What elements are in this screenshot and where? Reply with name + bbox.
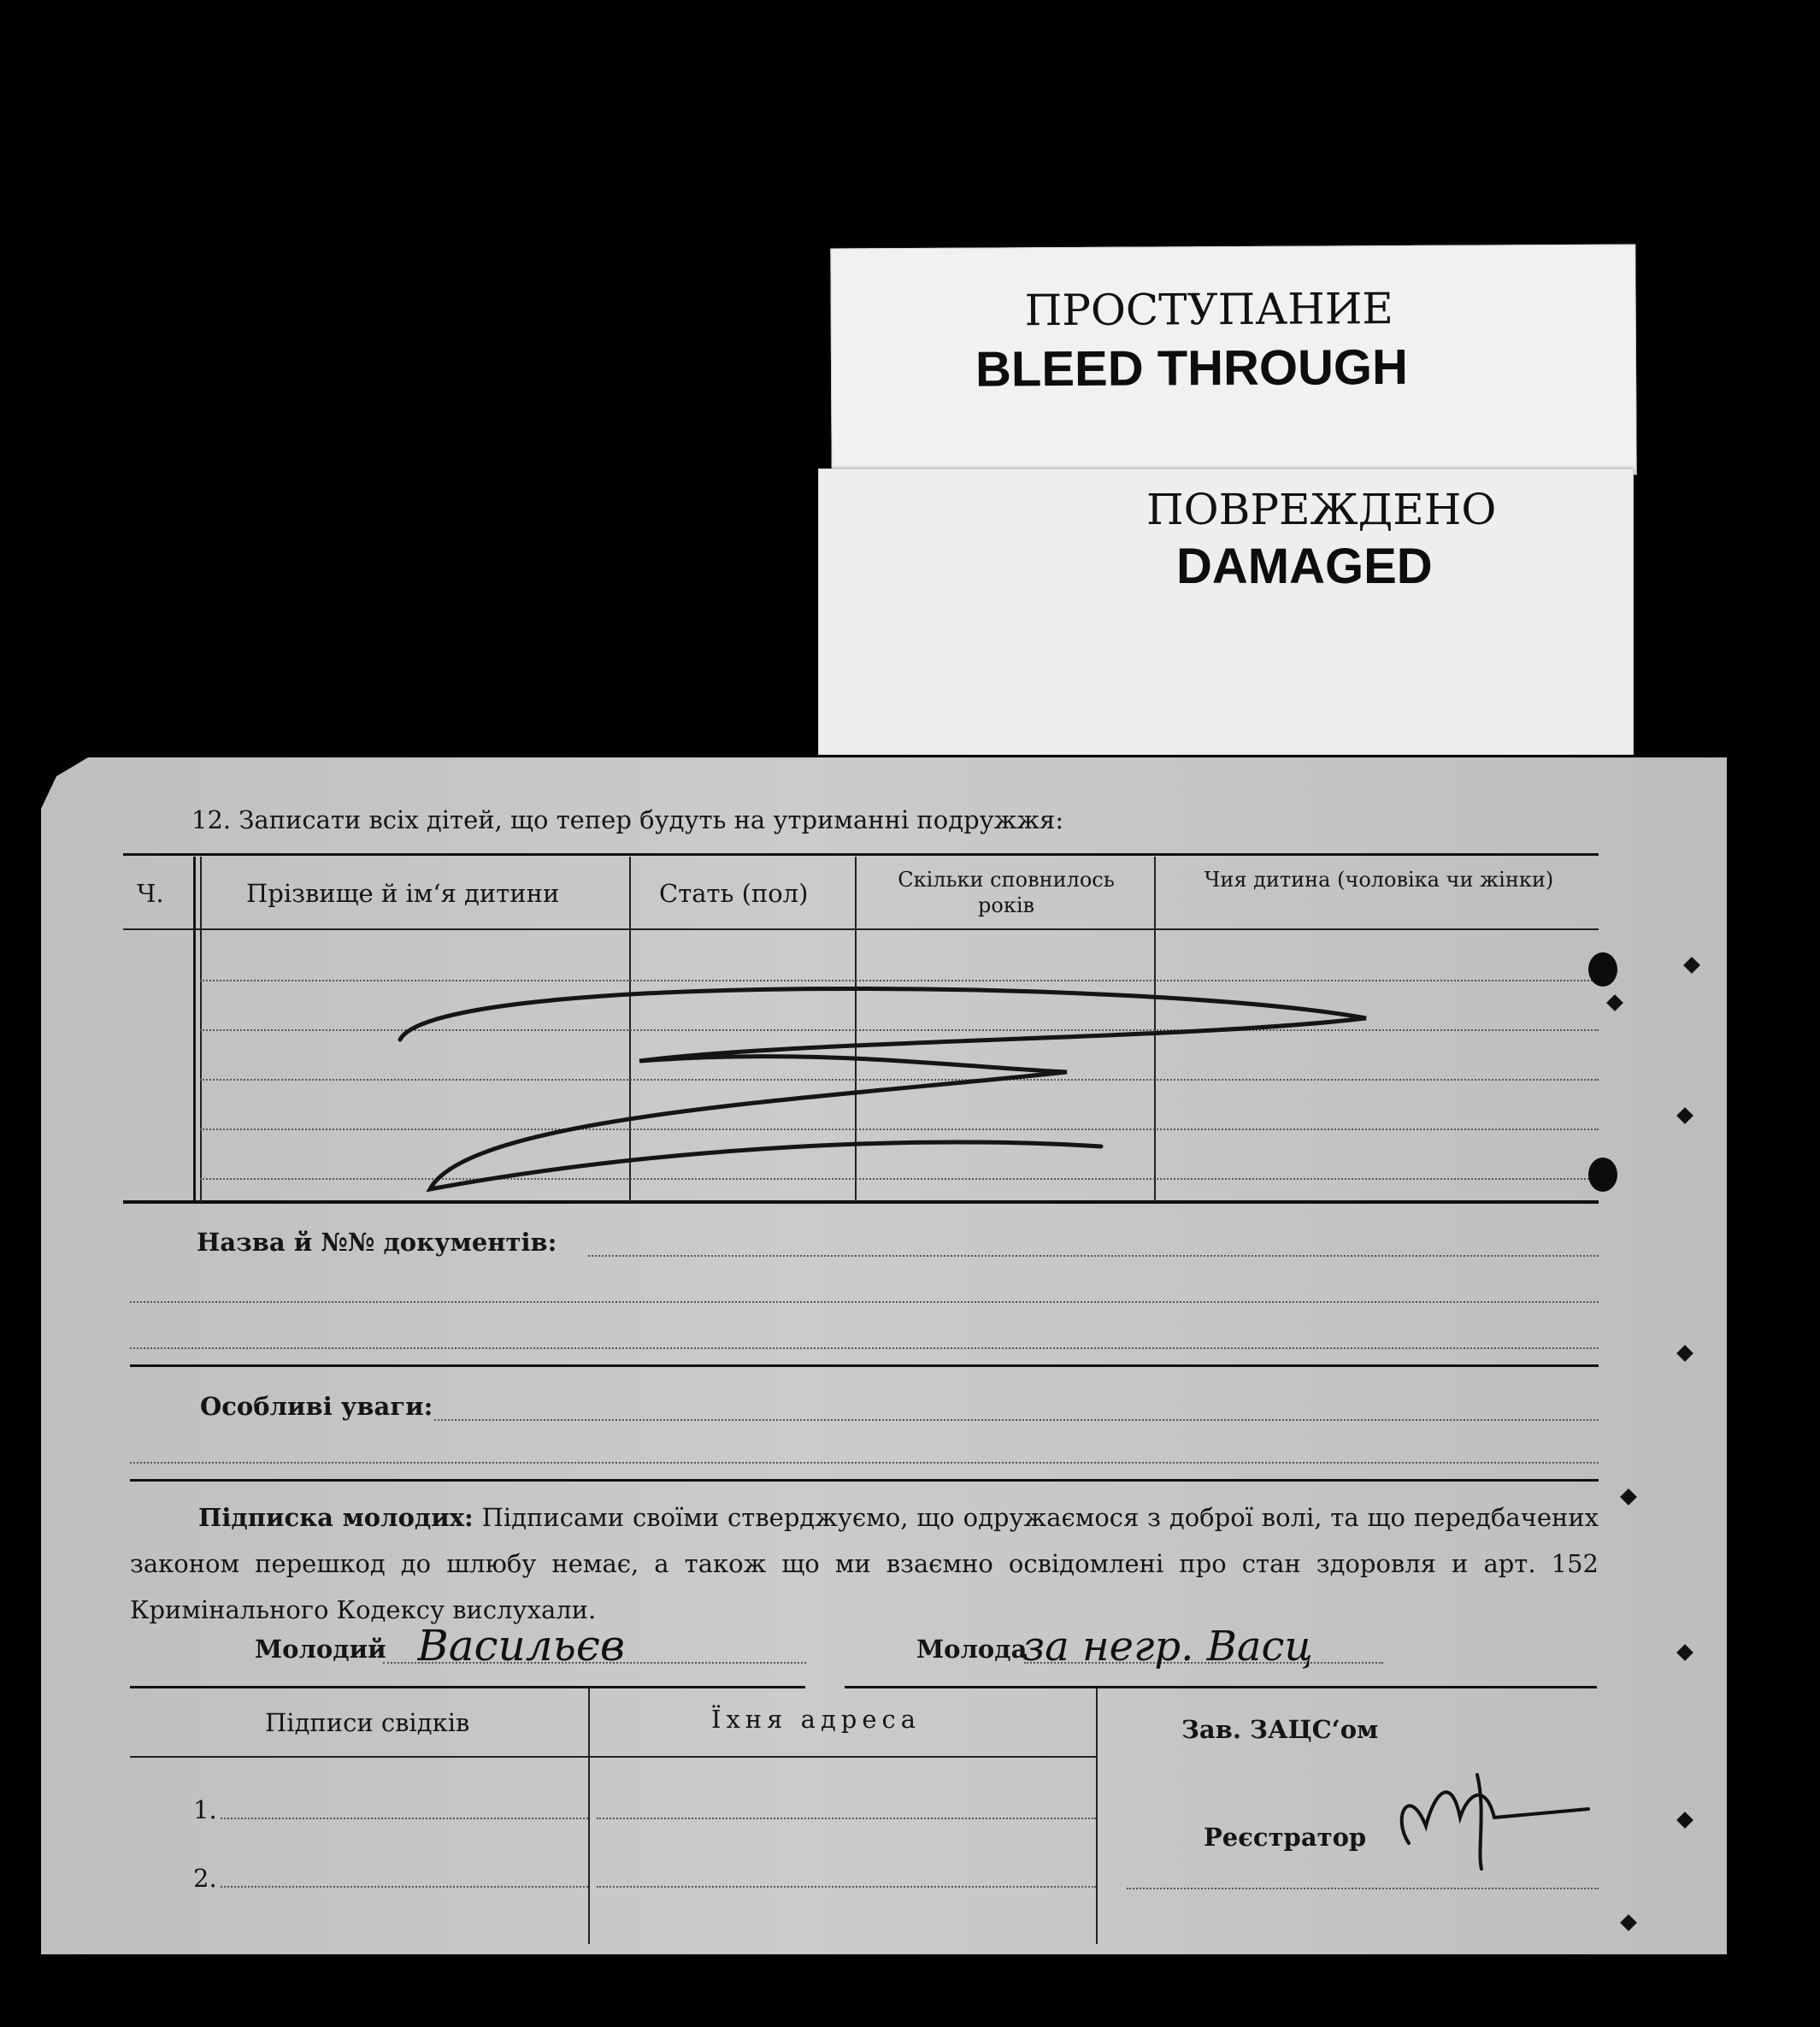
signature-rule — [130, 1686, 805, 1688]
bleed-through-label — [830, 245, 1636, 480]
svg-text:за негр. Васц: за негр. Васц — [1022, 1623, 1313, 1671]
damaged-ru: ПОВРЕЖДЕНО — [1146, 485, 1497, 534]
witness-number-2: 2. — [193, 1864, 217, 1893]
remarks-line — [434, 1419, 1599, 1421]
col-header-number: Ч. — [137, 879, 164, 908]
col-header-child-name: Прізвище й ім‘я дитини — [246, 879, 560, 908]
registrar-line — [1127, 1888, 1599, 1889]
head-label: Зав. ЗАЦС‘ом — [1181, 1715, 1379, 1744]
witness-divider — [588, 1688, 590, 1944]
address-line — [597, 1818, 1096, 1819]
documents-line — [588, 1255, 1599, 1257]
damaged-label — [818, 468, 1634, 755]
tear-mark — [1620, 1914, 1637, 1931]
address-line — [597, 1886, 1096, 1888]
witness-divider — [1096, 1688, 1098, 1944]
binder-hole — [1588, 1158, 1617, 1192]
witness-line — [221, 1818, 588, 1819]
remarks-label: Особливі уваги: — [200, 1392, 433, 1421]
tear-mark — [1620, 1488, 1637, 1506]
witness-line — [221, 1886, 588, 1888]
bride-label: Молода — [916, 1635, 1028, 1664]
col-header-age: Скільки сповнилось років — [898, 868, 1115, 917]
witness-header-rule — [130, 1756, 1096, 1758]
binder-hole — [1588, 952, 1617, 987]
tear-mark — [1676, 1345, 1693, 1362]
col-header-sex: Стать (пол) — [659, 879, 809, 908]
witness-number-1: 1. — [193, 1795, 217, 1824]
address-header: Їхня адреса — [711, 1705, 922, 1734]
record-form-card — [41, 757, 1727, 1954]
registrar-signature — [1375, 1758, 1597, 1877]
section12-title: 12. Записати всіх дітей, що тепер будуть на утриманні подружжя: — [191, 805, 1064, 834]
declaration-label: Підписка молодих: — [198, 1503, 474, 1532]
groom-label: Молодий — [255, 1635, 386, 1664]
registrar-label: Реєстратор — [1204, 1823, 1367, 1852]
groom-signature — [417, 1617, 742, 1681]
bride-signature — [1022, 1612, 1450, 1684]
svg-text:Васильєв: Васильєв — [417, 1621, 625, 1671]
documents-line — [130, 1301, 1599, 1303]
bleed-through-ru: ПРОСТУПАНИЕ — [1024, 284, 1393, 336]
bleed-through-en: BLEED THROUGH — [975, 339, 1409, 398]
declaration-text: Підписами своїми стверджуємо, що одружаємося з доброї волі, та що передбачених законом перешкод до шлюбу немає, а також що ми взаємно освідомлені про стан здоровля и арт. 152 Кримінального Кодексу вислухали. — [130, 1503, 1599, 1624]
signature-rule — [845, 1686, 1597, 1688]
remarks-rule — [130, 1479, 1599, 1482]
documents-rule — [130, 1364, 1599, 1367]
col-header-whose-child: Чия дитина (чоловіка чи жінки) — [1204, 868, 1554, 892]
witnesses-header: Підписи свідків — [265, 1708, 470, 1737]
tear-mark — [1676, 1644, 1693, 1661]
cancellation-stroke — [41, 757, 1727, 1270]
tear-mark — [1676, 1812, 1693, 1829]
remarks-line — [130, 1462, 1599, 1464]
damaged-en: DAMAGED — [1176, 539, 1433, 594]
documents-label: Назва й №№ документів: — [197, 1228, 557, 1257]
documents-line — [130, 1347, 1599, 1349]
